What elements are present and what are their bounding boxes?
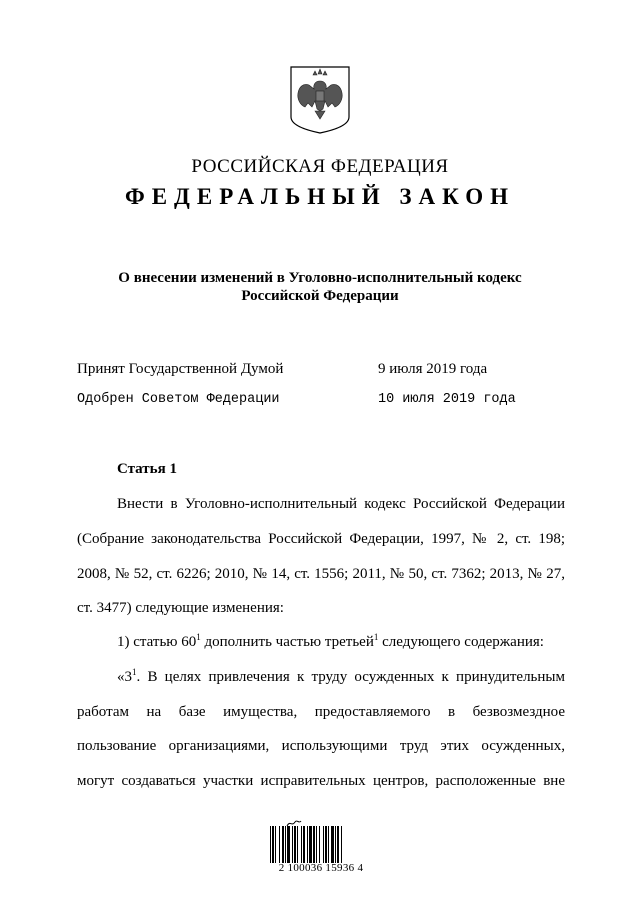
- article-text-line: Внести в Уголовно-исполнительный кодекс Российской Федерации: [117, 496, 565, 512]
- superscript: 1: [132, 667, 137, 677]
- amendment-item-text: следующего содержания:: [378, 634, 544, 650]
- country-name: РОССИЙСКАЯ ФЕДЕРАЦИЯ: [191, 156, 449, 177]
- article-text-line: 2008, № 52, ст. 6226; 2010, № 14, ст. 1556; 2011, № 50, ст. 7362; 2013, № 27,: [77, 566, 565, 582]
- quoted-text: «3: [117, 669, 132, 685]
- quoted-text-line: работам на базе имущества, предоставляемого в безвозмездное: [77, 704, 565, 720]
- coat-of-arms-emblem: [289, 65, 351, 135]
- duma-adoption-label: Принят Государственной Думой: [77, 361, 284, 377]
- council-approval-date: 10 июля 2019 года: [378, 392, 516, 407]
- superscript: 1: [373, 632, 379, 642]
- quoted-text-line: [77, 669, 565, 686]
- quoted-text-line: могут создаваться участки исправительных центров, расположенные вне: [77, 773, 565, 789]
- amendment-item-text: дополнить частью третьей: [200, 634, 374, 650]
- law-title-line: О внесении изменений в Уголовно-исполнительный кодекс: [118, 270, 522, 286]
- article-text-line: (Собрание законодательства Российской Федерации, 1997, № 2, ст. 198;: [77, 531, 565, 547]
- amendment-item-text: 1) статью 60: [117, 634, 197, 650]
- superscript: 1: [196, 632, 201, 642]
- quoted-text: . В целях привлечения к труду осужденных к принудительным: [136, 669, 565, 685]
- law-type-heading: ФЕДЕРАЛЬНЫЙ ЗАКОН: [124, 184, 516, 209]
- amendment-item: [77, 634, 565, 651]
- article-heading: Статья 1: [117, 461, 177, 477]
- council-approval-label: Одобрен Советом Федерации: [77, 392, 280, 407]
- duma-adoption-date: 9 июля 2019 года: [378, 361, 488, 377]
- law-title: [0, 269, 640, 305]
- article-text-line: ст. 3477) следующие изменения:: [77, 600, 284, 616]
- barcode: [270, 826, 374, 863]
- barcode-number: 2 100036 15936 4: [278, 862, 364, 874]
- quoted-text-line: пользование организациями, использующими труд этих осужденных,: [77, 738, 565, 754]
- law-title-line: Российской Федерации: [241, 288, 399, 304]
